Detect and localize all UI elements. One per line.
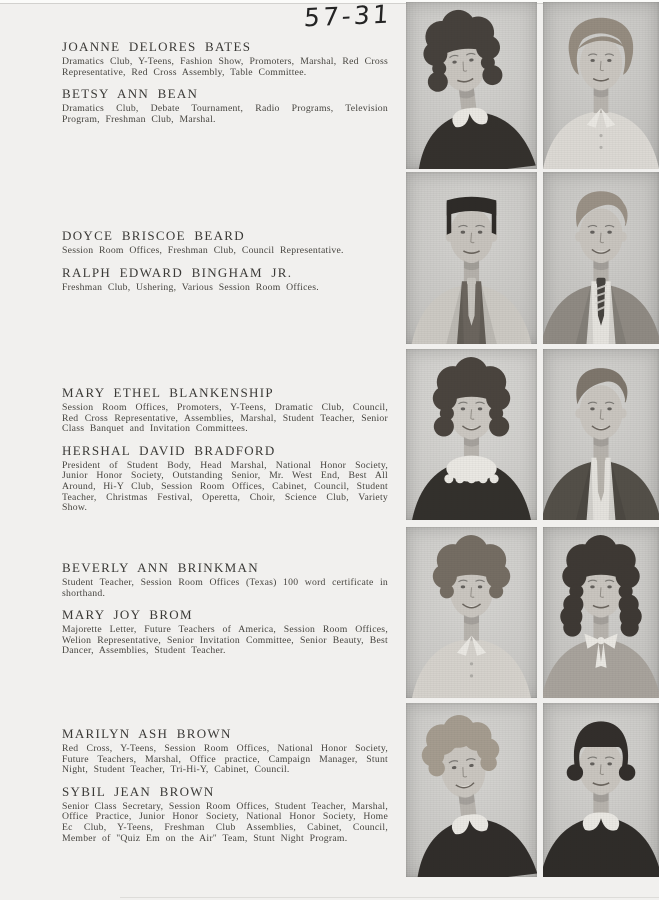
student-name: MARY JOY BROM bbox=[62, 607, 193, 623]
student-entry bbox=[62, 229, 388, 257]
student-name: HERSHAL DAVID BRADFORD bbox=[62, 442, 276, 458]
student-activities: Freshman Club, Ushering, Various Session Room Offices. bbox=[62, 281, 319, 293]
portrait-photo bbox=[543, 172, 659, 344]
entry-group bbox=[62, 229, 388, 293]
portrait-photo bbox=[406, 2, 537, 169]
handwritten-page-number: 57-31 bbox=[303, 0, 393, 33]
portrait-photo bbox=[543, 527, 659, 698]
student-name: MARY ETHEL BLANKENSHIP bbox=[62, 385, 274, 400]
student-entry bbox=[62, 561, 388, 599]
entry-group bbox=[62, 561, 388, 657]
student-entry bbox=[62, 40, 388, 78]
student-name: JOANNE DELORES BATES bbox=[62, 39, 252, 54]
student-activities: Dramatics Club, Y-Teens, Fashion Show, Promoters, Marshal, Red Cross Representative, Red Cross Assembly, Table Committee. bbox=[62, 56, 388, 78]
student-activities: Red Cross, Y-Teens, Session Room Offices, National Honor Society, Future Teachers, Marshal, Office practice, Campaign Manager, Stunt Night, Student Teacher, Tri-Hi-Y, Cabinet, Council. bbox=[62, 743, 388, 776]
student-entry bbox=[62, 266, 388, 294]
student-entry bbox=[62, 608, 388, 657]
scan-edge-bottom bbox=[120, 897, 659, 898]
student-name: SYBIL JEAN BROWN bbox=[62, 783, 215, 799]
student-activities: Student Teacher, Session Room Offices (Texas) 100 word certificate in shorthand. bbox=[62, 577, 388, 599]
student-name: BETSY ANN BEAN bbox=[62, 86, 199, 102]
student-activities: Session Room Offices, Freshman Club, Council Representative. bbox=[62, 245, 344, 256]
entry-group bbox=[62, 727, 388, 844]
portrait-photo bbox=[406, 527, 537, 698]
portrait-photo bbox=[406, 703, 537, 877]
student-activities: Majorette Letter, Future Teachers of America, Session Room Offices, Welion Representative, Senior Invitation Committee, Senior Beauty, Best Dancer, Assemblies, Student Teacher. bbox=[62, 624, 388, 657]
portrait-photo bbox=[406, 172, 537, 344]
portrait-photo bbox=[543, 2, 659, 169]
student-name: BEVERLY ANN BRINKMAN bbox=[62, 560, 259, 575]
student-entry bbox=[62, 386, 388, 435]
student-name: MARILYN ASH BROWN bbox=[62, 726, 232, 741]
entry-group bbox=[62, 40, 388, 125]
student-name: DOYCE BRISCOE BEARD bbox=[62, 228, 245, 243]
student-entry bbox=[62, 87, 388, 125]
student-name: RALPH EDWARD BINGHAM JR. bbox=[62, 264, 293, 280]
student-activities: Dramatics Club, Debate Tournament, Radio Programs, Television Program, Freshman Club, Marshal. bbox=[62, 103, 388, 125]
portrait-photo bbox=[406, 349, 537, 520]
portrait-photo bbox=[543, 703, 659, 877]
student-activities: Senior Class Secretary, Session Room Offices, Student Teacher, Marshal, Office Practice, Junior Honor Society, National Honor Society, Home Ec Club, Y-Teens, Freshman Club Assemblies, Cabinet, Council, Member of "Quiz Em on the Air" Team, Stunt Night Program. bbox=[62, 800, 388, 844]
entry-group bbox=[62, 386, 388, 514]
student-entry bbox=[62, 444, 388, 514]
student-entry bbox=[62, 785, 388, 844]
student-activities: President of Student Body, Head Marshal, National Honor Society, Junior Honor Society, Outstanding Senior, Mr. West End, Best All Around, Hi-Y Club, Session Room Offices, Cabinet, Council, Student Teacher, Christmas Festival, Operetta, Choir, Science Club, Variety Show. bbox=[62, 459, 388, 514]
student-entry bbox=[62, 727, 388, 776]
portrait-photo bbox=[543, 349, 659, 520]
student-activities: Session Room Offices, Promoters, Y-Teens, Dramatic Club, Council, Red Cross Representative, Assemblies, Marshal, Student Teacher, Senior Class Banquet and Invitation Committees. bbox=[62, 402, 388, 435]
